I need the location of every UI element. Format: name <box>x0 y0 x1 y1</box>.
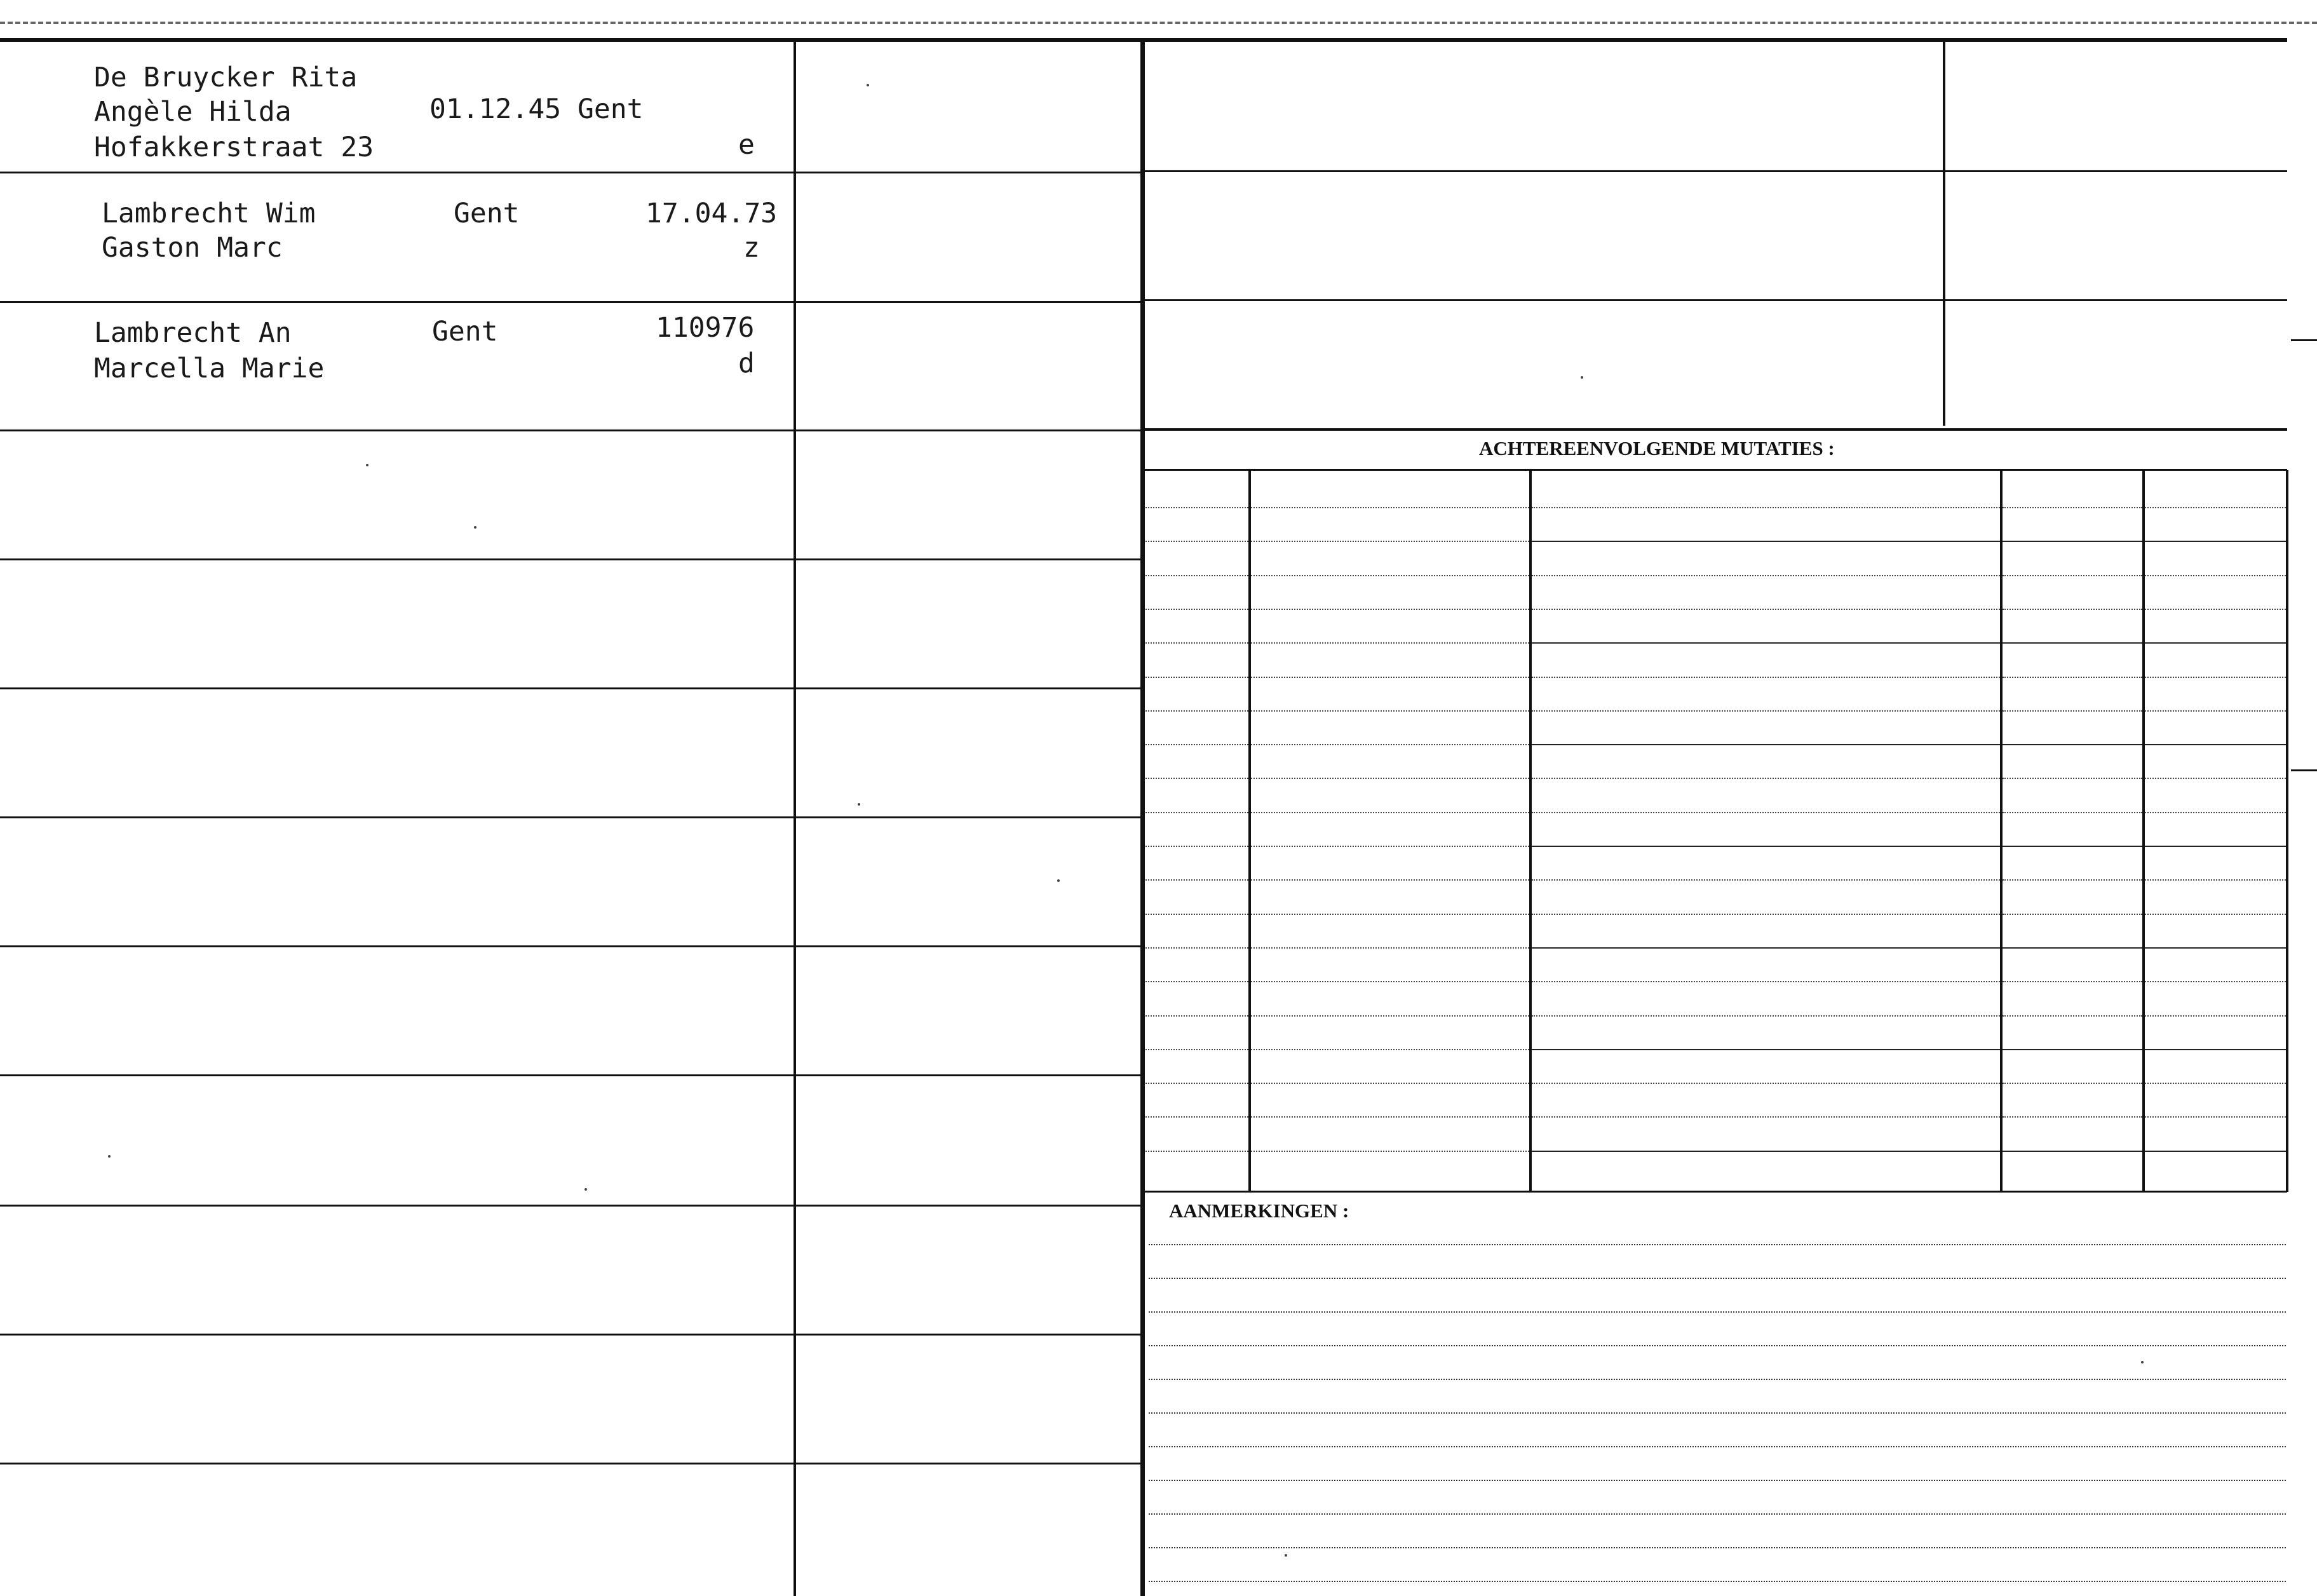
mutations-ruled-line <box>1251 1083 1529 1084</box>
mutations-ruled-line <box>2145 947 2286 949</box>
mutations-ruled-line <box>1251 879 1529 881</box>
mutations-ruled-line <box>1251 846 1529 847</box>
mutations-ruled-line <box>2145 507 2286 508</box>
mutations-ruled-line <box>1251 1116 1529 1118</box>
mutations-ruled-line <box>1251 1049 1529 1050</box>
remark-line <box>1149 1412 2286 1414</box>
row-rule <box>0 1205 1142 1207</box>
remark-line <box>1149 1311 2286 1313</box>
mutations-ruled-line <box>1532 744 2000 745</box>
mutations-ruled-line <box>2003 1083 2142 1084</box>
row-rule <box>0 558 1142 560</box>
mutations-ruled-line <box>1251 642 1529 644</box>
paper-speck <box>1581 376 1583 379</box>
row-rule <box>0 172 1142 173</box>
mutations-ruled-line <box>1532 879 2000 881</box>
record-3-name-line-1: Lambrecht An <box>94 317 292 349</box>
mutations-ruled-line <box>1251 1015 1529 1017</box>
mutations-ruled-line <box>2003 778 2142 779</box>
mutations-ruled-line <box>1145 744 1248 745</box>
mutations-table-top <box>1144 469 2287 471</box>
mutations-heading: ACHTEREENVOLGENDE MUTATIES : <box>1479 437 1835 459</box>
mutations-ruled-line <box>1145 812 1248 813</box>
mutations-ruled-line <box>2003 914 2142 915</box>
mutations-ruled-line <box>1251 677 1529 678</box>
mutations-ruled-line <box>1532 677 2000 678</box>
paper-speck <box>867 84 869 86</box>
mutations-ruled-line <box>1145 507 1248 508</box>
row-rule <box>0 1074 1142 1076</box>
mutations-ruled-line <box>2003 575 2142 576</box>
mutations-ruled-line <box>2003 1116 2142 1118</box>
right-row-rule <box>1144 428 2287 431</box>
paper-speck <box>108 1155 111 1158</box>
mutations-ruled-line <box>1532 1151 2000 1152</box>
mutations-ruled-line <box>1251 575 1529 576</box>
mutations-ruled-line <box>2003 879 2142 881</box>
mutations-ruled-line <box>1251 744 1529 745</box>
mutations-ruled-line <box>1532 778 2000 779</box>
paper-speck <box>474 526 476 529</box>
remark-line <box>1149 1345 2286 1346</box>
mutations-ruled-line <box>1145 947 1248 949</box>
paper-speck <box>584 1188 587 1191</box>
mutations-ruled-line <box>2003 981 2142 982</box>
mutations-ruled-line <box>2003 710 2142 712</box>
right-edge-tick <box>2291 769 2317 771</box>
mutations-ruled-line <box>1145 541 1248 542</box>
mutations-ruled-line <box>1145 677 1248 678</box>
record-3-name-line-2: Marcella Marie <box>94 353 325 384</box>
mutations-ruled-line <box>1145 846 1248 847</box>
remark-line <box>1149 1513 2286 1515</box>
mutations-ruled-line <box>1251 778 1529 779</box>
mutations-ruled-line <box>2145 710 2286 712</box>
row-rule <box>0 816 1142 818</box>
paper-speck <box>2141 1361 2144 1363</box>
mutations-ruled-line <box>1532 1049 2000 1050</box>
right-row-rule <box>1144 170 2287 172</box>
row-rule <box>0 429 1142 431</box>
mutations-ruled-line <box>2003 947 2142 949</box>
mutations-ruled-line <box>2145 609 2286 610</box>
mutations-ruled-line <box>1145 981 1248 982</box>
mutations-ruled-line <box>2003 812 2142 813</box>
row-rule <box>0 1334 1142 1336</box>
record-1-name-line-1: De Bruycker Rita <box>94 62 358 93</box>
paper-speck <box>1285 1554 1287 1557</box>
mutations-table-bottom <box>1144 1191 2287 1193</box>
record-3-date: 110976 <box>656 312 755 344</box>
mutations-ruled-line <box>1532 947 2000 949</box>
record-2-name-line-1: Lambrecht Wim <box>102 198 316 229</box>
right-row-rule <box>1144 299 2287 301</box>
record-2-name-line-2: Gaston Marc <box>102 232 283 264</box>
mutations-ruled-line <box>2145 879 2286 881</box>
mutations-ruled-line <box>1251 914 1529 915</box>
mutations-ruled-line <box>2145 677 2286 678</box>
record-2-date: 17.04.73 <box>645 198 778 229</box>
mutations-ruled-line <box>1145 710 1248 712</box>
row-rule <box>0 945 1142 947</box>
mutations-ruled-line <box>1251 609 1529 610</box>
mutations-ruled-line <box>2145 541 2286 542</box>
row-rule <box>0 1463 1142 1464</box>
mutations-ruled-line <box>1145 914 1248 915</box>
mutations-ruled-line <box>1532 1015 2000 1017</box>
mutations-ruled-line <box>2003 642 2142 644</box>
mutations-ruled-line <box>1251 541 1529 542</box>
right-inner-divider <box>1943 38 1945 426</box>
mutations-ruled-line <box>2003 1015 2142 1017</box>
mutations-ruled-line <box>1145 609 1248 610</box>
remark-line <box>1149 1480 2286 1481</box>
mutations-ruled-line <box>1532 609 2000 610</box>
record-3-place: Gent <box>432 316 498 348</box>
mutations-ruled-line <box>2003 677 2142 678</box>
mutations-ruled-line <box>2145 1116 2286 1118</box>
mutations-ruled-line <box>1532 981 2000 982</box>
mutations-ruled-line <box>1251 947 1529 949</box>
remark-line <box>1149 1446 2286 1447</box>
mutations-ruled-line <box>2145 812 2286 813</box>
mutations-ruled-line <box>1251 981 1529 982</box>
record-2-code: z <box>743 232 760 264</box>
mutations-col-divider <box>2286 470 2288 1192</box>
mutations-ruled-line <box>1251 1151 1529 1152</box>
mutations-ruled-line <box>2145 1151 2286 1152</box>
mutations-ruled-line <box>1532 507 2000 508</box>
mutations-ruled-line <box>2003 1049 2142 1050</box>
mutations-ruled-line <box>2145 1083 2286 1084</box>
remark-line <box>1149 1379 2286 1380</box>
mutations-ruled-line <box>1532 914 2000 915</box>
mutations-ruled-line <box>2145 744 2286 745</box>
mutations-ruled-line <box>1532 812 2000 813</box>
mutations-ruled-line <box>2145 575 2286 576</box>
row-rule <box>0 301 1142 303</box>
mutations-ruled-line <box>1145 642 1248 644</box>
mutations-ruled-line <box>1532 575 2000 576</box>
mutations-ruled-line <box>1145 575 1248 576</box>
mutations-ruled-line <box>1532 642 2000 644</box>
record-3-code: d <box>738 348 755 379</box>
top-torn-edge <box>0 22 2317 24</box>
mutations-ruled-line <box>1145 778 1248 779</box>
mutations-ruled-line <box>1145 1083 1248 1084</box>
mutations-ruled-line <box>2145 1015 2286 1017</box>
mutations-ruled-line <box>2003 541 2142 542</box>
mutations-ruled-line <box>2145 914 2286 915</box>
mutations-ruled-line <box>2003 507 2142 508</box>
remark-line <box>1149 1244 2286 1245</box>
mutations-ruled-line <box>2003 1151 2142 1152</box>
mutations-ruled-line <box>1251 710 1529 712</box>
record-1-code: e <box>738 129 755 161</box>
paper-speck <box>1057 879 1060 882</box>
record-1-address: Hofakkerstraat 23 <box>94 132 374 163</box>
record-1-birth: 01.12.45 Gent <box>429 93 644 125</box>
mutations-ruled-line <box>2003 846 2142 847</box>
paper-speck <box>858 803 860 806</box>
mutations-ruled-line <box>1532 1116 2000 1118</box>
mutations-ruled-line <box>1145 1049 1248 1050</box>
record-1-name-line-2: Angèle Hilda <box>94 96 292 128</box>
mutations-ruled-line <box>1532 541 2000 542</box>
mutations-ruled-line <box>1145 1151 1248 1152</box>
mutations-ruled-line <box>1532 710 2000 712</box>
mutations-ruled-line <box>2003 744 2142 745</box>
record-2-place: Gent <box>454 198 520 229</box>
remarks-heading: AANMERKINGEN : <box>1169 1200 1349 1222</box>
mutations-ruled-line <box>1145 1116 1248 1118</box>
remark-line <box>1149 1278 2286 1279</box>
row-rule <box>0 687 1142 689</box>
mutations-ruled-line <box>2145 981 2286 982</box>
mutations-ruled-line <box>1532 846 2000 847</box>
right-edge-tick <box>2291 339 2317 341</box>
mutations-ruled-line <box>1145 1015 1248 1017</box>
mutations-ruled-line <box>2003 609 2142 610</box>
remark-line <box>1149 1581 2286 1582</box>
mutations-ruled-line <box>2145 778 2286 779</box>
mutations-ruled-line <box>1145 879 1248 881</box>
mutations-ruled-line <box>2145 846 2286 847</box>
mutations-ruled-line <box>2145 642 2286 644</box>
paper-speck <box>366 464 368 466</box>
mutations-ruled-line <box>1251 507 1529 508</box>
mutations-ruled-line <box>1532 1083 2000 1084</box>
mutations-ruled-line <box>1251 812 1529 813</box>
mutations-ruled-line <box>2145 1049 2286 1050</box>
remark-line <box>1149 1547 2286 1548</box>
